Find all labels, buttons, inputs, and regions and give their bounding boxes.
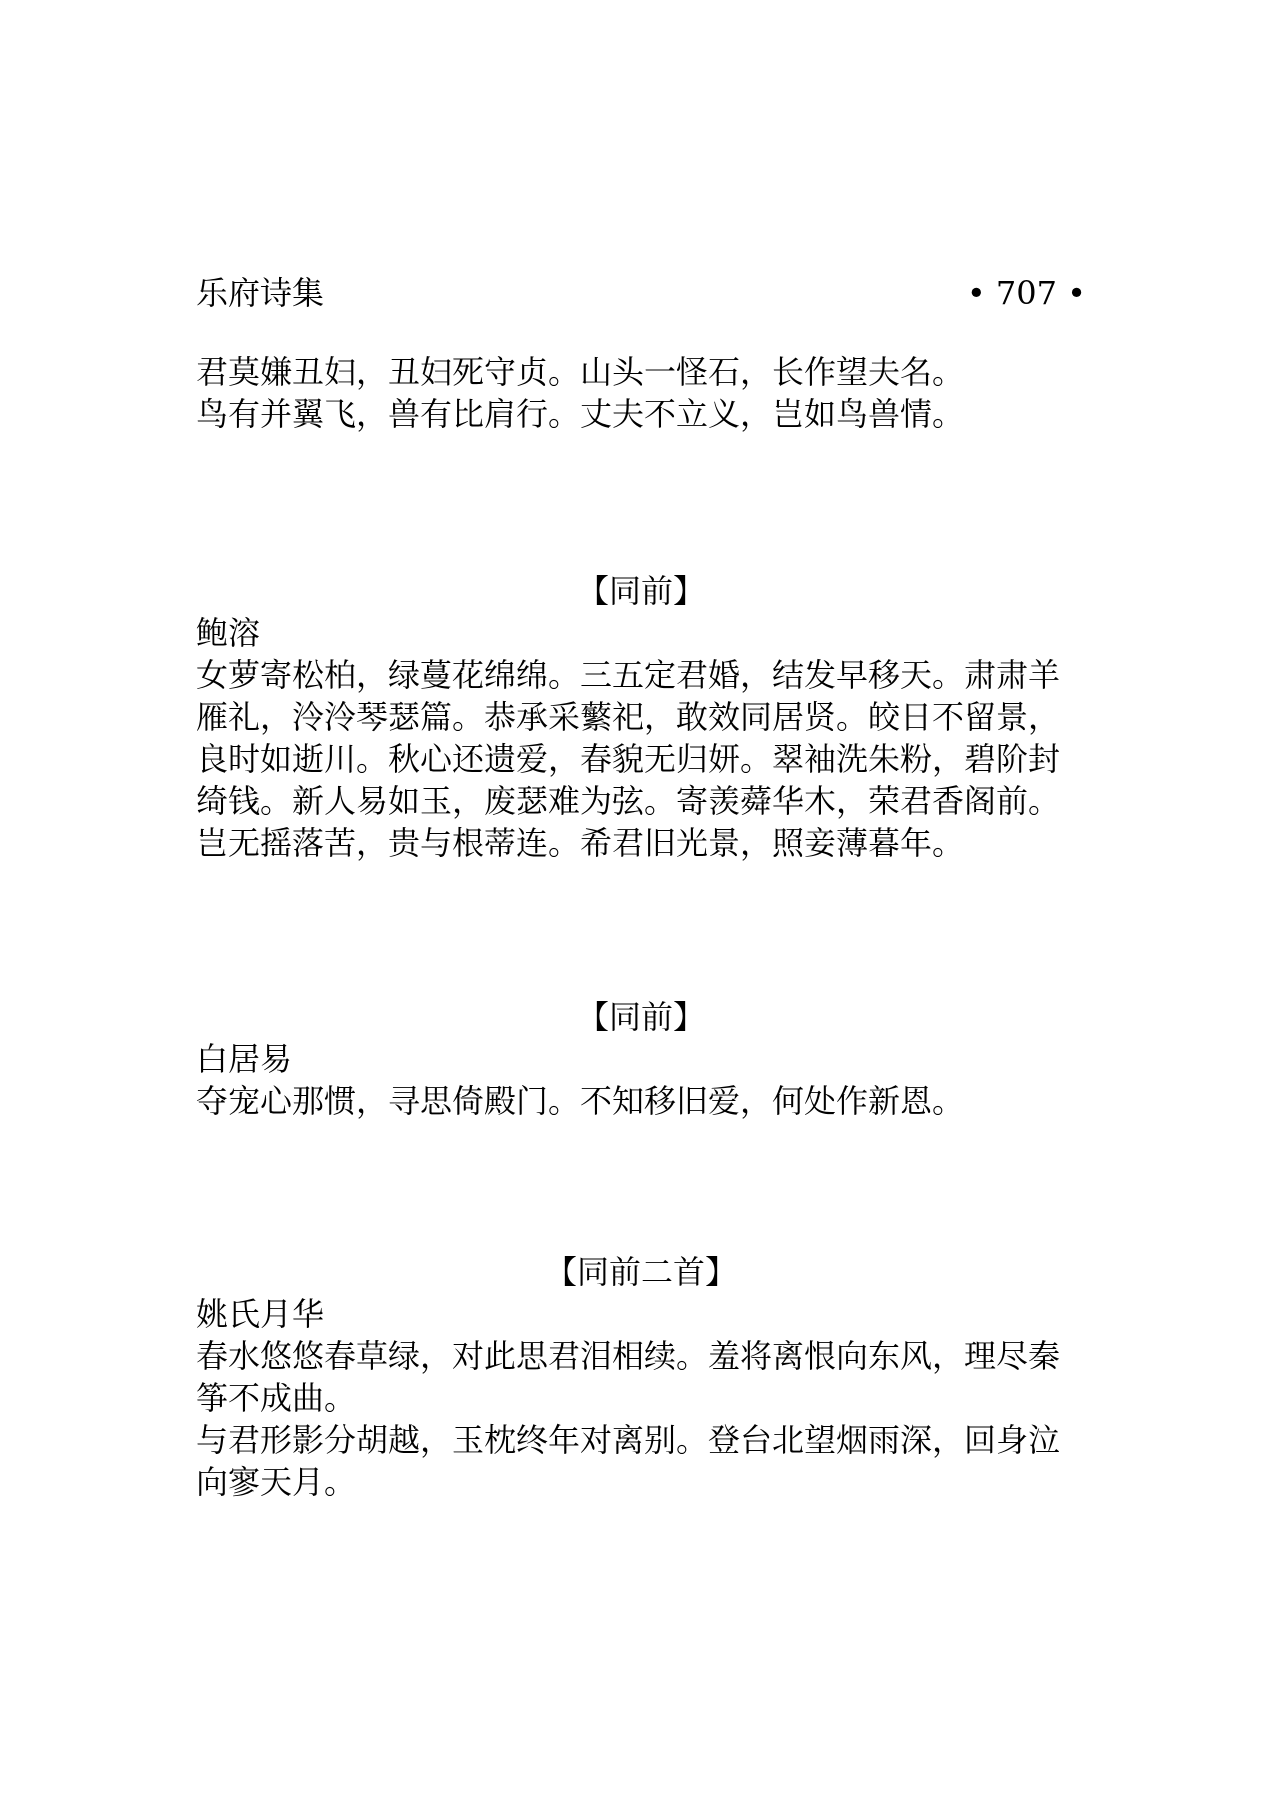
poem-line: 鸟有并翼飞，兽有比肩行。丈夫不立义，岂如鸟兽情。: [196, 395, 965, 433]
poem-author: 鲍溶: [196, 614, 261, 652]
poem-line: 绮钱。新人易如玉，废瑟难为弦。寄羡蕣华木，荣君香阁前。: [196, 782, 1061, 820]
poem-line: 雁礼，泠泠琴瑟篇。恭承采蘩祀，敢效同居贤。皎日不留景，: [196, 698, 1061, 736]
poem-line: 良时如逝川。秋心还遗爱，春貌无归妍。翠袖洗朱粉，碧阶封: [196, 740, 1061, 778]
poem-author: 白居易: [196, 1040, 293, 1078]
book-title: 乐府诗集: [196, 274, 325, 312]
poem-line: 岂无摇落苦，贵与根蒂连。希君旧光景，照妾薄暮年。: [196, 824, 965, 862]
section-heading: 【同前二首】: [544, 1253, 737, 1291]
poem-line: 女萝寄松柏，绿蔓花绵绵。三五定君婚，结发早移天。肃肃羊: [196, 656, 1061, 694]
page-header: [196, 270, 1086, 316]
poem-section-bao-rong: [196, 570, 1086, 864]
page-number: • 707 •: [966, 274, 1086, 312]
poem-section-yao-yuehua: [196, 1251, 1086, 1503]
section-heading: 【同前】: [576, 998, 705, 1036]
intro-stanza: [196, 351, 1086, 435]
poem-section-bai-juyi: [196, 996, 1086, 1122]
poem-line: 与君形影分胡越，玉枕终年对离别。登台北望烟雨深，回身泣: [196, 1421, 1061, 1459]
poem-line: 筝不成曲。: [196, 1379, 357, 1417]
poem-line: 夺宠心那惯，寻思倚殿门。不知移旧爱，何处作新恩。: [196, 1082, 965, 1120]
poem-author: 姚氏月华: [196, 1295, 325, 1333]
section-heading: 【同前】: [576, 572, 705, 610]
poem-line: 春水悠悠春草绿，对此思君泪相续。羞将离恨向东风，理尽秦: [196, 1337, 1061, 1375]
poem-line: 向寥天月。: [196, 1463, 357, 1501]
document-page: [196, 0, 1086, 1795]
poem-line: 君莫嫌丑妇，丑妇死守贞。山头一怪石，长作望夫名。: [196, 353, 965, 391]
